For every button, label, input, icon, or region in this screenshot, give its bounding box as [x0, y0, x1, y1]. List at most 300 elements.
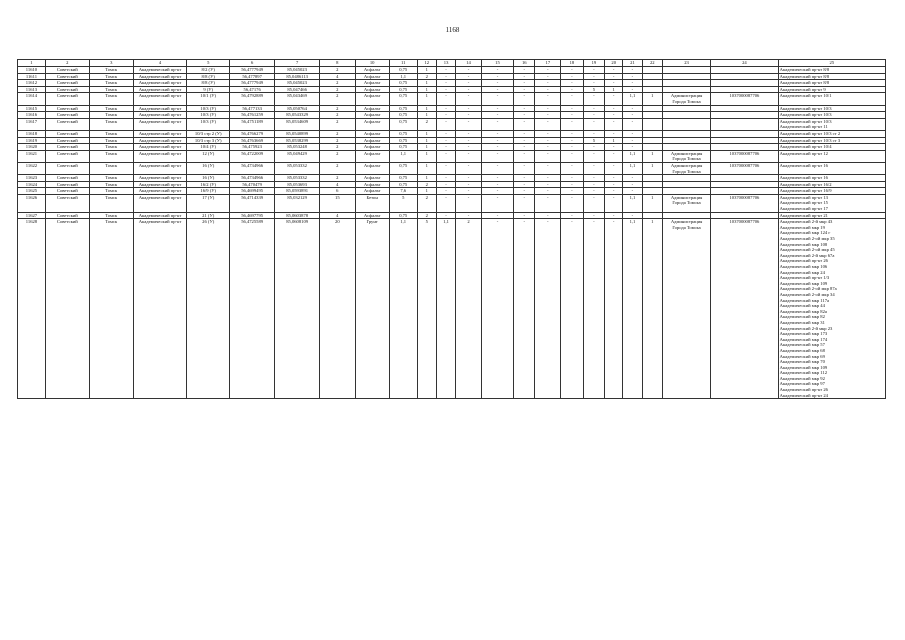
- table-cell: 85,0593891: [275, 188, 320, 195]
- column-header: 25: [778, 60, 885, 67]
- table-cell: 2: [320, 150, 355, 162]
- table-cell: 2: [320, 105, 355, 112]
- table-row: [18, 93, 886, 105]
- table-cell: Бетон: [355, 194, 389, 212]
- table-cell: -: [535, 105, 561, 112]
- table-cell: Асфальт: [355, 144, 389, 151]
- table-cell: -: [481, 112, 513, 119]
- table-row: [18, 73, 886, 80]
- address-line: Академический 2-ой мкр 35: [779, 236, 835, 242]
- table-cell: -: [535, 212, 561, 219]
- table-cell: 1,1: [623, 162, 642, 174]
- table-cell: -: [456, 130, 482, 137]
- table-cell: 85,053248: [275, 144, 320, 151]
- table-cell: 1037000087706: [711, 219, 779, 399]
- table-cell: -: [561, 73, 584, 80]
- address-cell: [778, 150, 885, 162]
- table-cell: 11620: [18, 144, 46, 151]
- address-line: Академический пр-кт 17: [779, 206, 828, 212]
- table-cell: 1,1: [623, 194, 642, 212]
- table-cell: -: [561, 93, 584, 105]
- table-cell: 8/8 (У): [187, 80, 230, 87]
- table-cell: -: [481, 86, 513, 93]
- table-cell: -: [605, 144, 623, 151]
- table-cell: Томск: [89, 137, 133, 144]
- table-cell: Асфальт: [355, 175, 389, 182]
- address-line: Академический мкр 174: [779, 336, 828, 342]
- table-cell: Асфальт: [355, 188, 389, 195]
- table-cell: -: [436, 67, 455, 74]
- table-cell: Академический пр-кт: [133, 73, 187, 80]
- table-cell: Томск: [89, 86, 133, 93]
- table-cell: 2: [320, 137, 355, 144]
- column-header: 4: [133, 60, 187, 67]
- table-cell: Академический пр-кт: [133, 118, 187, 130]
- table-cell: 85,0543329: [275, 112, 320, 119]
- table-cell: 4: [320, 212, 355, 219]
- address-line: Академический пр-кт 26: [779, 387, 828, 393]
- table-cell: 11615: [18, 105, 46, 112]
- table-cell: 11624: [18, 181, 46, 188]
- table-cell: Советский: [45, 144, 89, 151]
- table-cell: -: [436, 188, 455, 195]
- table-cell: 16 (У): [187, 162, 230, 174]
- table-cell: Асфальт: [355, 86, 389, 93]
- table-cell: -: [623, 112, 642, 119]
- address-cell: [778, 105, 885, 112]
- table-cell: -: [605, 150, 623, 162]
- table-cell: 1,1: [436, 219, 455, 399]
- table-row: [18, 162, 886, 174]
- table-cell: Академический пр-кт: [133, 144, 187, 151]
- table-cell: -: [436, 137, 455, 144]
- table-cell: -: [436, 93, 455, 105]
- table-cell: -: [623, 144, 642, 151]
- table-cell: 11622: [18, 162, 46, 174]
- table-cell: [642, 137, 662, 144]
- table-cell: [642, 188, 662, 195]
- table-cell: -: [561, 67, 584, 74]
- table-cell: 85,0538299: [275, 137, 320, 144]
- table-cell: -: [456, 73, 482, 80]
- table-cell: [711, 212, 779, 219]
- table-cell: [642, 105, 662, 112]
- table-cell: 17 (У): [187, 194, 230, 212]
- table-cell: Академический пр-кт: [133, 80, 187, 87]
- table-cell: Советский: [45, 86, 89, 93]
- table-cell: 10/3 стр 3 (У): [187, 137, 230, 144]
- address-line: Академический пр-кт 10/4: [779, 144, 832, 150]
- table-cell: -: [561, 137, 584, 144]
- table-cell: -: [514, 130, 535, 137]
- table-row: [18, 175, 886, 182]
- table-cell: -: [456, 181, 482, 188]
- table-cell: Академический пр-кт: [133, 212, 187, 219]
- column-header: 5: [187, 60, 230, 67]
- table-cell: Томск: [89, 105, 133, 112]
- table-cell: -: [456, 67, 482, 74]
- table-cell: [662, 130, 710, 137]
- table-cell: -: [623, 86, 642, 93]
- table-cell: -: [436, 112, 455, 119]
- table-cell: 1,1: [623, 150, 642, 162]
- table-cell: -: [623, 137, 642, 144]
- table-cell: Советский: [45, 105, 89, 112]
- table-cell: -: [436, 181, 455, 188]
- table-cell: -: [561, 181, 584, 188]
- table-cell: -: [436, 144, 455, 151]
- table-cell: -: [514, 150, 535, 162]
- table-cell: Советский: [45, 112, 89, 119]
- table-cell: -: [623, 175, 642, 182]
- table-cell: -: [561, 162, 584, 174]
- table-cell: -: [481, 144, 513, 151]
- address-line: Академический 2-й мкр 67а: [779, 252, 835, 258]
- table-cell: -: [481, 105, 513, 112]
- table-cell: -: [456, 212, 482, 219]
- table-cell: Асфальт: [355, 67, 389, 74]
- table-cell: 10/4 (У): [187, 144, 230, 151]
- table-cell: 56,4777949: [230, 67, 275, 74]
- table-cell: 85,053332: [275, 162, 320, 174]
- table-cell: 1: [417, 162, 436, 174]
- table-cell: Асфальт: [355, 73, 389, 80]
- table-cell: 10/3 (У): [187, 105, 230, 112]
- table-cell: -: [436, 194, 455, 212]
- table-cell: -: [583, 175, 604, 182]
- address-line: Академический мкр 92: [779, 375, 825, 381]
- table-cell: -: [456, 86, 482, 93]
- table-cell: 9 (У): [187, 86, 230, 93]
- table-cell: Администрация Города Томска: [662, 162, 710, 174]
- table-cell: 16/9 (У): [187, 188, 230, 195]
- table-cell: -: [605, 80, 623, 87]
- table-cell: 56,4777949: [230, 80, 275, 87]
- table-cell: Асфальт: [355, 118, 389, 130]
- table-cell: Асфальт: [355, 181, 389, 188]
- table-cell: -: [481, 67, 513, 74]
- table-cell: Асфальт: [355, 112, 389, 119]
- table-cell: Асфальт: [355, 162, 389, 174]
- table-cell: -: [605, 112, 623, 119]
- table-cell: -: [456, 175, 482, 182]
- table-cell: Советский: [45, 93, 89, 105]
- address-line: Академический пр-кт 21: [779, 212, 828, 218]
- table-cell: -: [481, 137, 513, 144]
- table-cell: Академический пр-кт: [133, 105, 187, 112]
- table-cell: [711, 137, 779, 144]
- table-cell: -: [514, 219, 535, 399]
- table-cell: -: [535, 86, 561, 93]
- address-line: Академический мкр 109: [779, 280, 828, 286]
- table-cell: -: [561, 86, 584, 93]
- table-cell: -: [456, 162, 482, 174]
- table-cell: 85,043469: [275, 93, 320, 105]
- table-cell: 1,1: [623, 219, 642, 399]
- table-cell: -: [514, 212, 535, 219]
- table-cell: Томск: [89, 112, 133, 119]
- table-cell: 1037000087706: [711, 162, 779, 174]
- table-cell: -: [535, 181, 561, 188]
- table-cell: [711, 67, 779, 74]
- table-row: [18, 144, 886, 151]
- table-cell: -: [481, 188, 513, 195]
- table-cell: Администрация Города Томска: [662, 219, 710, 399]
- column-header: 6: [230, 60, 275, 67]
- table-cell: -: [535, 188, 561, 195]
- table-cell: Академический пр-кт: [133, 67, 187, 74]
- table-cell: 85,053332: [275, 175, 320, 182]
- table-cell: -: [514, 73, 535, 80]
- table-cell: 6: [320, 188, 355, 195]
- address-line: Академический пр-кт 10/3 ст 3: [779, 137, 841, 143]
- column-header: 23: [662, 60, 710, 67]
- table-row: [18, 219, 886, 399]
- column-header: 15: [481, 60, 513, 67]
- table-cell: -: [623, 188, 642, 195]
- table-cell: -: [436, 150, 455, 162]
- address-line: Академический 2-ой мкр 87а: [779, 286, 837, 292]
- table-cell: 56,4763669: [230, 137, 275, 144]
- table-cell: -: [583, 181, 604, 188]
- table-cell: -: [605, 194, 623, 212]
- address-cell: [778, 93, 885, 105]
- table-cell: -: [456, 118, 482, 130]
- table-cell: -: [561, 175, 584, 182]
- table-cell: [662, 212, 710, 219]
- table-cell: -: [535, 93, 561, 105]
- table-cell: 11626: [18, 194, 46, 212]
- table-cell: -: [456, 188, 482, 195]
- table-row: [18, 118, 886, 130]
- table-cell: Томск: [89, 80, 133, 87]
- table-cell: -: [605, 105, 623, 112]
- table-cell: 11619: [18, 137, 46, 144]
- table-cell: 85,0603878: [275, 212, 320, 219]
- table-cell: -: [535, 130, 561, 137]
- address-cell: [778, 194, 885, 212]
- table-cell: 56,4699495: [230, 188, 275, 195]
- table-cell: Томск: [89, 93, 133, 105]
- table-cell: -: [583, 105, 604, 112]
- address-line: Академический пр-кт 8/8: [779, 73, 830, 79]
- table-cell: -: [561, 105, 584, 112]
- table-cell: 16 (У): [187, 175, 230, 182]
- table-cell: -: [514, 137, 535, 144]
- column-header: 24: [711, 60, 779, 67]
- table-row: [18, 67, 886, 74]
- table-cell: Советский: [45, 118, 89, 130]
- table-cell: Советский: [45, 194, 89, 212]
- column-header: 3: [89, 60, 133, 67]
- table-cell: Томск: [89, 150, 133, 162]
- table-cell: 85,047466: [275, 86, 320, 93]
- address-line: Академический 2-ой мкр 34: [779, 291, 835, 297]
- address-cell: [778, 112, 885, 119]
- table-cell: -: [583, 67, 604, 74]
- table-cell: -: [583, 118, 604, 130]
- table-cell: -: [583, 219, 604, 399]
- table-cell: -: [561, 130, 584, 137]
- table-cell: [711, 175, 779, 182]
- table-cell: 0,75: [389, 93, 417, 105]
- table-cell: -: [623, 118, 642, 130]
- table-cell: -: [605, 118, 623, 130]
- table-cell: -: [583, 73, 604, 80]
- table-cell: 11625: [18, 188, 46, 195]
- table-cell: -: [535, 118, 561, 130]
- address-line: Академический пр-кт 10/3: [779, 118, 832, 124]
- address-line: Академический 2-ой мкр 45: [779, 247, 835, 253]
- column-header: 12: [417, 60, 436, 67]
- table-cell: -: [514, 80, 535, 87]
- table-cell: -: [514, 105, 535, 112]
- table-cell: 0,75: [389, 144, 417, 151]
- table-cell: -: [583, 130, 604, 137]
- table-cell: 2: [320, 162, 355, 174]
- table-cell: Томск: [89, 144, 133, 151]
- column-header: 19: [583, 60, 604, 67]
- table-row: [18, 150, 886, 162]
- table-cell: [642, 112, 662, 119]
- address-line: Академический пр-кт 10/3: [779, 112, 832, 118]
- address-line: Академический пр-кт 16: [779, 175, 828, 181]
- table-cell: [711, 105, 779, 112]
- table-cell: 16/2 (У): [187, 181, 230, 188]
- table-cell: Советский: [45, 219, 89, 399]
- table-cell: -: [514, 181, 535, 188]
- table-cell: -: [535, 219, 561, 399]
- table-cell: -: [436, 130, 455, 137]
- table-cell: 0,75: [389, 105, 417, 112]
- table-cell: Асфальт: [355, 212, 389, 219]
- table-cell: -: [456, 93, 482, 105]
- table-cell: Академический пр-кт: [133, 130, 187, 137]
- table-cell: 85,049429: [275, 150, 320, 162]
- table-cell: Администрация Города Томска: [662, 150, 710, 162]
- table-cell: 1: [642, 162, 662, 174]
- table-cell: 1: [642, 219, 662, 399]
- address-line: Академический мкр 44: [779, 303, 825, 309]
- table-cell: 11611: [18, 73, 46, 80]
- table-cell: -: [561, 212, 584, 219]
- address-cell: [778, 219, 885, 399]
- table-cell: 2: [320, 130, 355, 137]
- column-header: 17: [535, 60, 561, 67]
- table-cell: -: [623, 80, 642, 87]
- table-cell: 85,0486113: [275, 73, 320, 80]
- table-cell: -: [535, 194, 561, 212]
- table-row: [18, 86, 886, 93]
- table-cell: -: [456, 112, 482, 119]
- table-cell: [642, 130, 662, 137]
- table-cell: Томск: [89, 67, 133, 74]
- table-cell: -: [583, 144, 604, 151]
- table-cell: 56,4792889: [230, 93, 275, 105]
- table-cell: 7,6: [389, 188, 417, 195]
- address-cell: [778, 118, 885, 130]
- table-cell: 1: [417, 144, 436, 151]
- table-row: [18, 105, 886, 112]
- table-cell: -: [623, 105, 642, 112]
- table-body: [18, 67, 886, 399]
- column-header: 2: [45, 60, 89, 67]
- address-line: Академический пр-кт 16/9: [779, 188, 832, 194]
- table-cell: [711, 86, 779, 93]
- table-cell: -: [583, 212, 604, 219]
- table-cell: [642, 80, 662, 87]
- table-cell: 0,75: [389, 118, 417, 130]
- table-cell: 56,4734966: [230, 162, 275, 174]
- address-line: Академический пр-кт 10/1: [779, 93, 832, 99]
- table-cell: -: [436, 86, 455, 93]
- table-cell: -: [583, 112, 604, 119]
- address-line: Академический пр-кт 24: [779, 392, 828, 398]
- table-cell: Томск: [89, 130, 133, 137]
- table-cell: -: [481, 175, 513, 182]
- table-cell: -: [583, 162, 604, 174]
- table-cell: -: [481, 181, 513, 188]
- table-cell: 2: [320, 144, 355, 151]
- table-cell: -: [436, 212, 455, 219]
- address-line: Академический мкр 173: [779, 331, 828, 337]
- table-cell: 2: [320, 175, 355, 182]
- table-cell: [662, 80, 710, 87]
- table-cell: 11614: [18, 93, 46, 105]
- table-cell: -: [456, 194, 482, 212]
- table-cell: [642, 86, 662, 93]
- table-cell: 1: [417, 130, 436, 137]
- table-cell: 56,4697795: [230, 212, 275, 219]
- table-cell: Асфальт: [355, 137, 389, 144]
- table-row: [18, 130, 886, 137]
- table-cell: Советский: [45, 67, 89, 74]
- address-line: Академический пр-кт 8/8: [779, 67, 830, 72]
- table-cell: -: [514, 112, 535, 119]
- table-cell: [642, 181, 662, 188]
- table-cell: -: [514, 162, 535, 174]
- table-cell: [662, 137, 710, 144]
- table-cell: 1: [417, 67, 436, 74]
- table-cell: 1: [605, 137, 623, 144]
- column-header: 13: [436, 60, 455, 67]
- table-cell: 2: [320, 118, 355, 130]
- table-cell: 2: [417, 194, 436, 212]
- table-cell: [642, 175, 662, 182]
- table-header: [18, 60, 886, 67]
- table-cell: Советский: [45, 130, 89, 137]
- table-cell: 2: [320, 80, 355, 87]
- address-line: Академический пр-кт 16/2: [779, 181, 832, 187]
- table-cell: -: [436, 118, 455, 130]
- column-header: 11: [389, 60, 417, 67]
- table-cell: [711, 188, 779, 195]
- address-cell: [778, 86, 885, 93]
- table-cell: [662, 144, 710, 151]
- table-cell: Академический пр-кт: [133, 150, 187, 162]
- table-cell: [711, 80, 779, 87]
- address-line: Академический мкр 117а: [779, 297, 830, 303]
- table-cell: [662, 181, 710, 188]
- table-cell: 2: [320, 112, 355, 119]
- address-line: Академический мкр 69: [779, 353, 825, 359]
- table-cell: 2: [417, 181, 436, 188]
- table-cell: 85,0540899: [275, 130, 320, 137]
- table-cell: 85,045023: [275, 80, 320, 87]
- table-cell: Академический пр-кт: [133, 137, 187, 144]
- table-cell: 0,75: [389, 137, 417, 144]
- table-cell: Академический пр-кт: [133, 86, 187, 93]
